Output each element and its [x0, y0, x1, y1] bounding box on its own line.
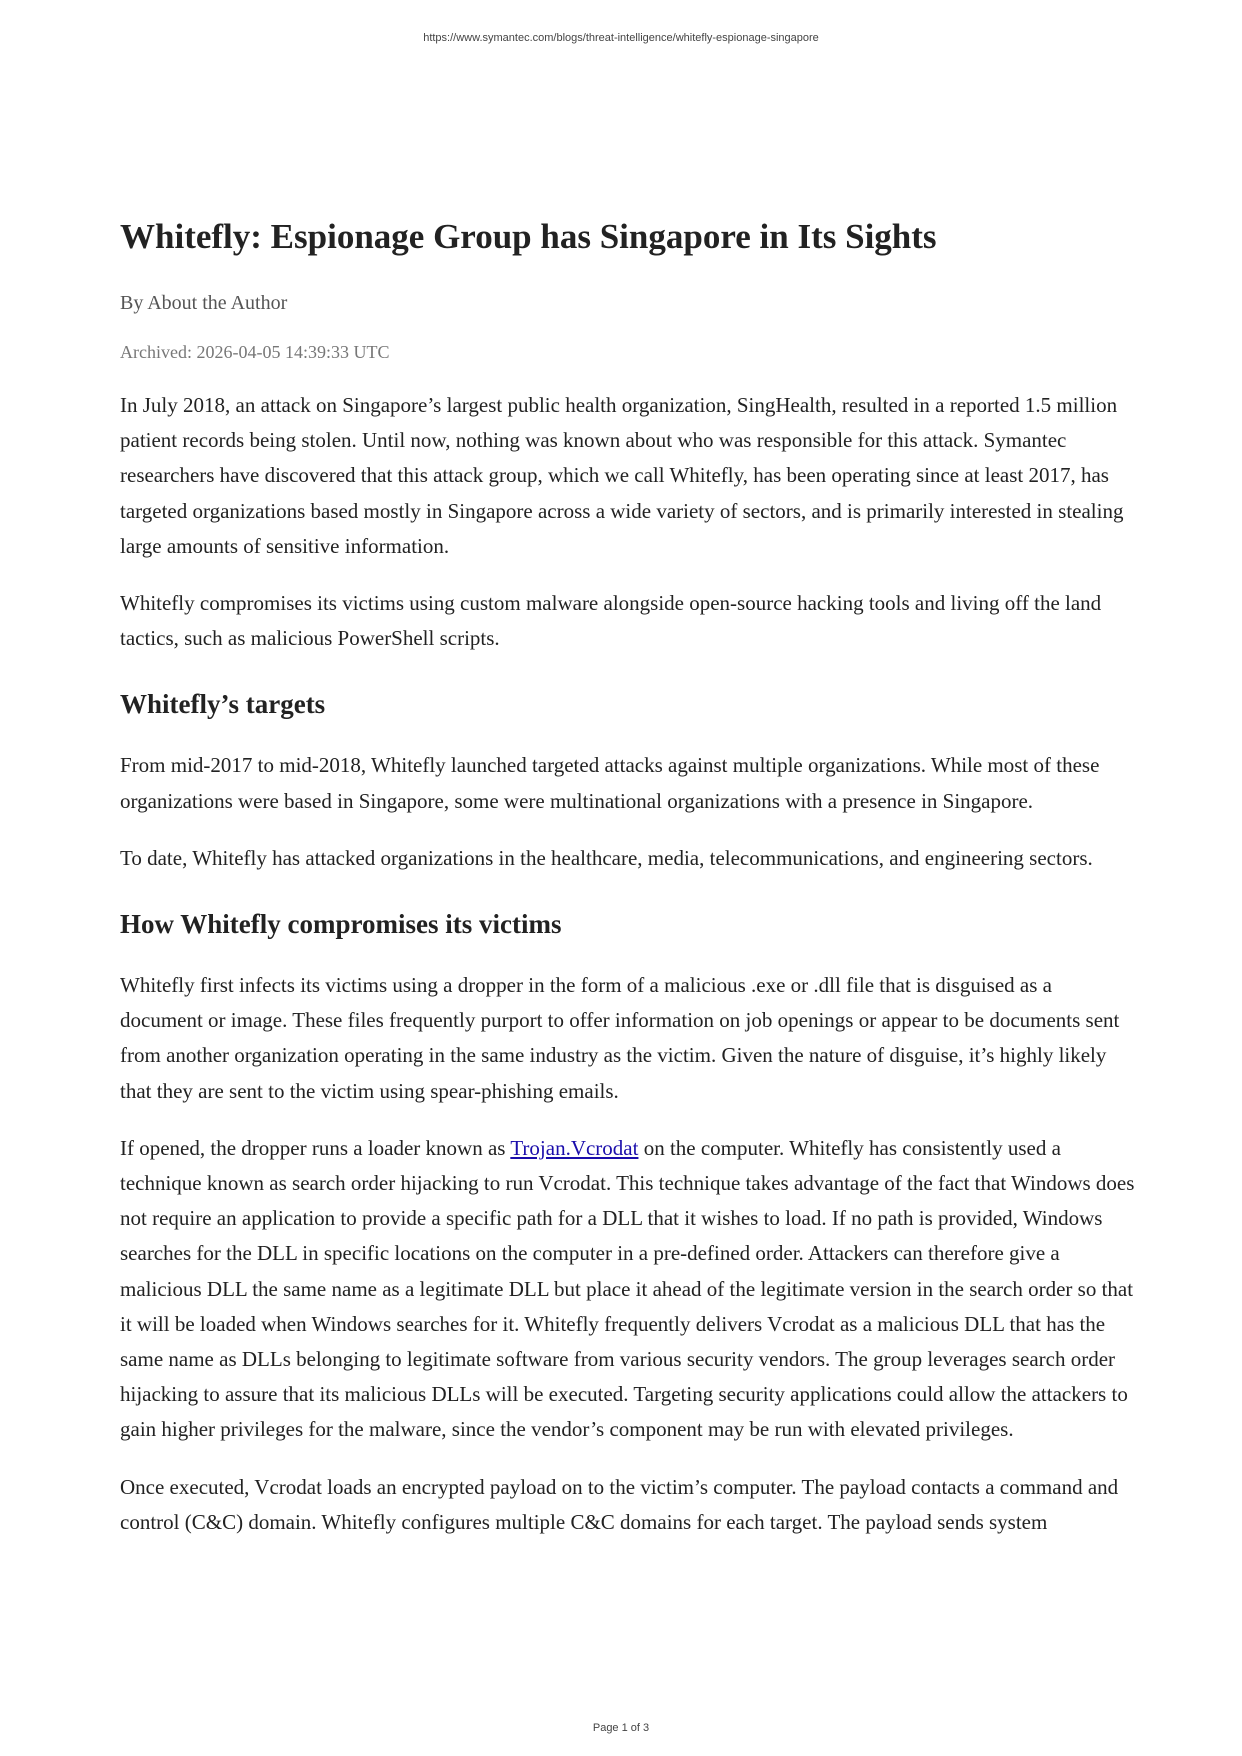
section-heading-how: How Whitefly compromises its victims — [120, 909, 562, 940]
article-title: Whitefly: Espionage Group has Singapore in Its Sights — [120, 217, 937, 256]
section-heading-targets: Whitefly’s targets — [120, 689, 326, 720]
byline: By About the Author — [120, 292, 288, 314]
source-url: https://www.symantec.com/blogs/threat-intelligence/whitefly-espionage-singapore — [423, 32, 819, 44]
archived-timestamp: Archived: 2026-04-05 14:39:33 UTC — [120, 342, 390, 362]
paragraph: Once executed, Vcrodat loads an encrypted payload on to the victim’s computer. The payload contacts a command and control (C&C) domain. Whitefly configures multiple C&C domains for each target. The payload sends system — [120, 1474, 1119, 1534]
page-number: Page 1 of 3 — [592, 1722, 650, 1734]
paragraph: From mid-2017 to mid-2018, Whitefly launched targeted attacks against multiple organizations. While most of these organizations were based in Singapore, some were multinational organizations with a presence in Singapore. — [120, 753, 1100, 813]
paragraph: Whitefly compromises its victims using custom malware alongside open-source hacking tools and living off the land tactics, such as malicious PowerShell scripts. — [120, 591, 1102, 651]
text: on the computer. Whitefly has consistently used a technique known as search order hijacking to run Vcrodat. This technique takes advantage of the fact that Windows does not require an application to provide a specific path for a DLL that it wishes to load. If no path is provided, Windows searches for the DLL in specific locations on the computer in a pre-defined order. Attackers can therefore give a malicious DLL the same name as a legitimate DLL but place it ahead of the legitimate version in the search order so that it will be loaded when Windows searches for it. Whitefly frequently delivers Vcrodat as a malicious DLL that has the same name as DLLs belonging to legitimate software from various security vendors. The group leverages search order hijacking to assure that its malicious DLLs will be executed. Targeting security applications could allow the attackers to gain higher privileges for the malware, since the vendor’s component may be run with elevated privileges. — [120, 1135, 1135, 1442]
trojan-vcrodat-link[interactable]: Trojan.Vcrodat — [510, 1135, 639, 1160]
paragraph: To date, Whitefly has attacked organizations in the healthcare, media, telecommunications, and engineering sectors. — [120, 845, 1093, 870]
paragraph: Whitefly first infects its victims using a dropper in the form of a malicious .exe or .dll file that is disguised as a document or image. These files frequently purport to offer information on job openings or appear to be documents sent from another organization operating in the same industry as the victim. Given the nature of disguise, it’s highly likely that they are sent to the victim using spear-phishing emails. — [120, 973, 1120, 1103]
paragraph — [120, 1131, 1135, 1448]
paragraph: In July 2018, an attack on Singapore’s largest public health organization, SingHealth, resulted in a reported 1.5 million patient records being stolen. Until now, nothing was known about who was responsible for this attack. Symantec researchers have discovered that this attack group, which we call Whitefly, has been operating since at least 2017, has targeted organizations based mostly in Singapore across a wide variety of sectors, and is primarily interested in stealing large amounts of sensitive information. — [120, 393, 1124, 558]
article — [120, 214, 1135, 1562]
text: If opened, the dropper runs a loader known as — [120, 1135, 511, 1160]
